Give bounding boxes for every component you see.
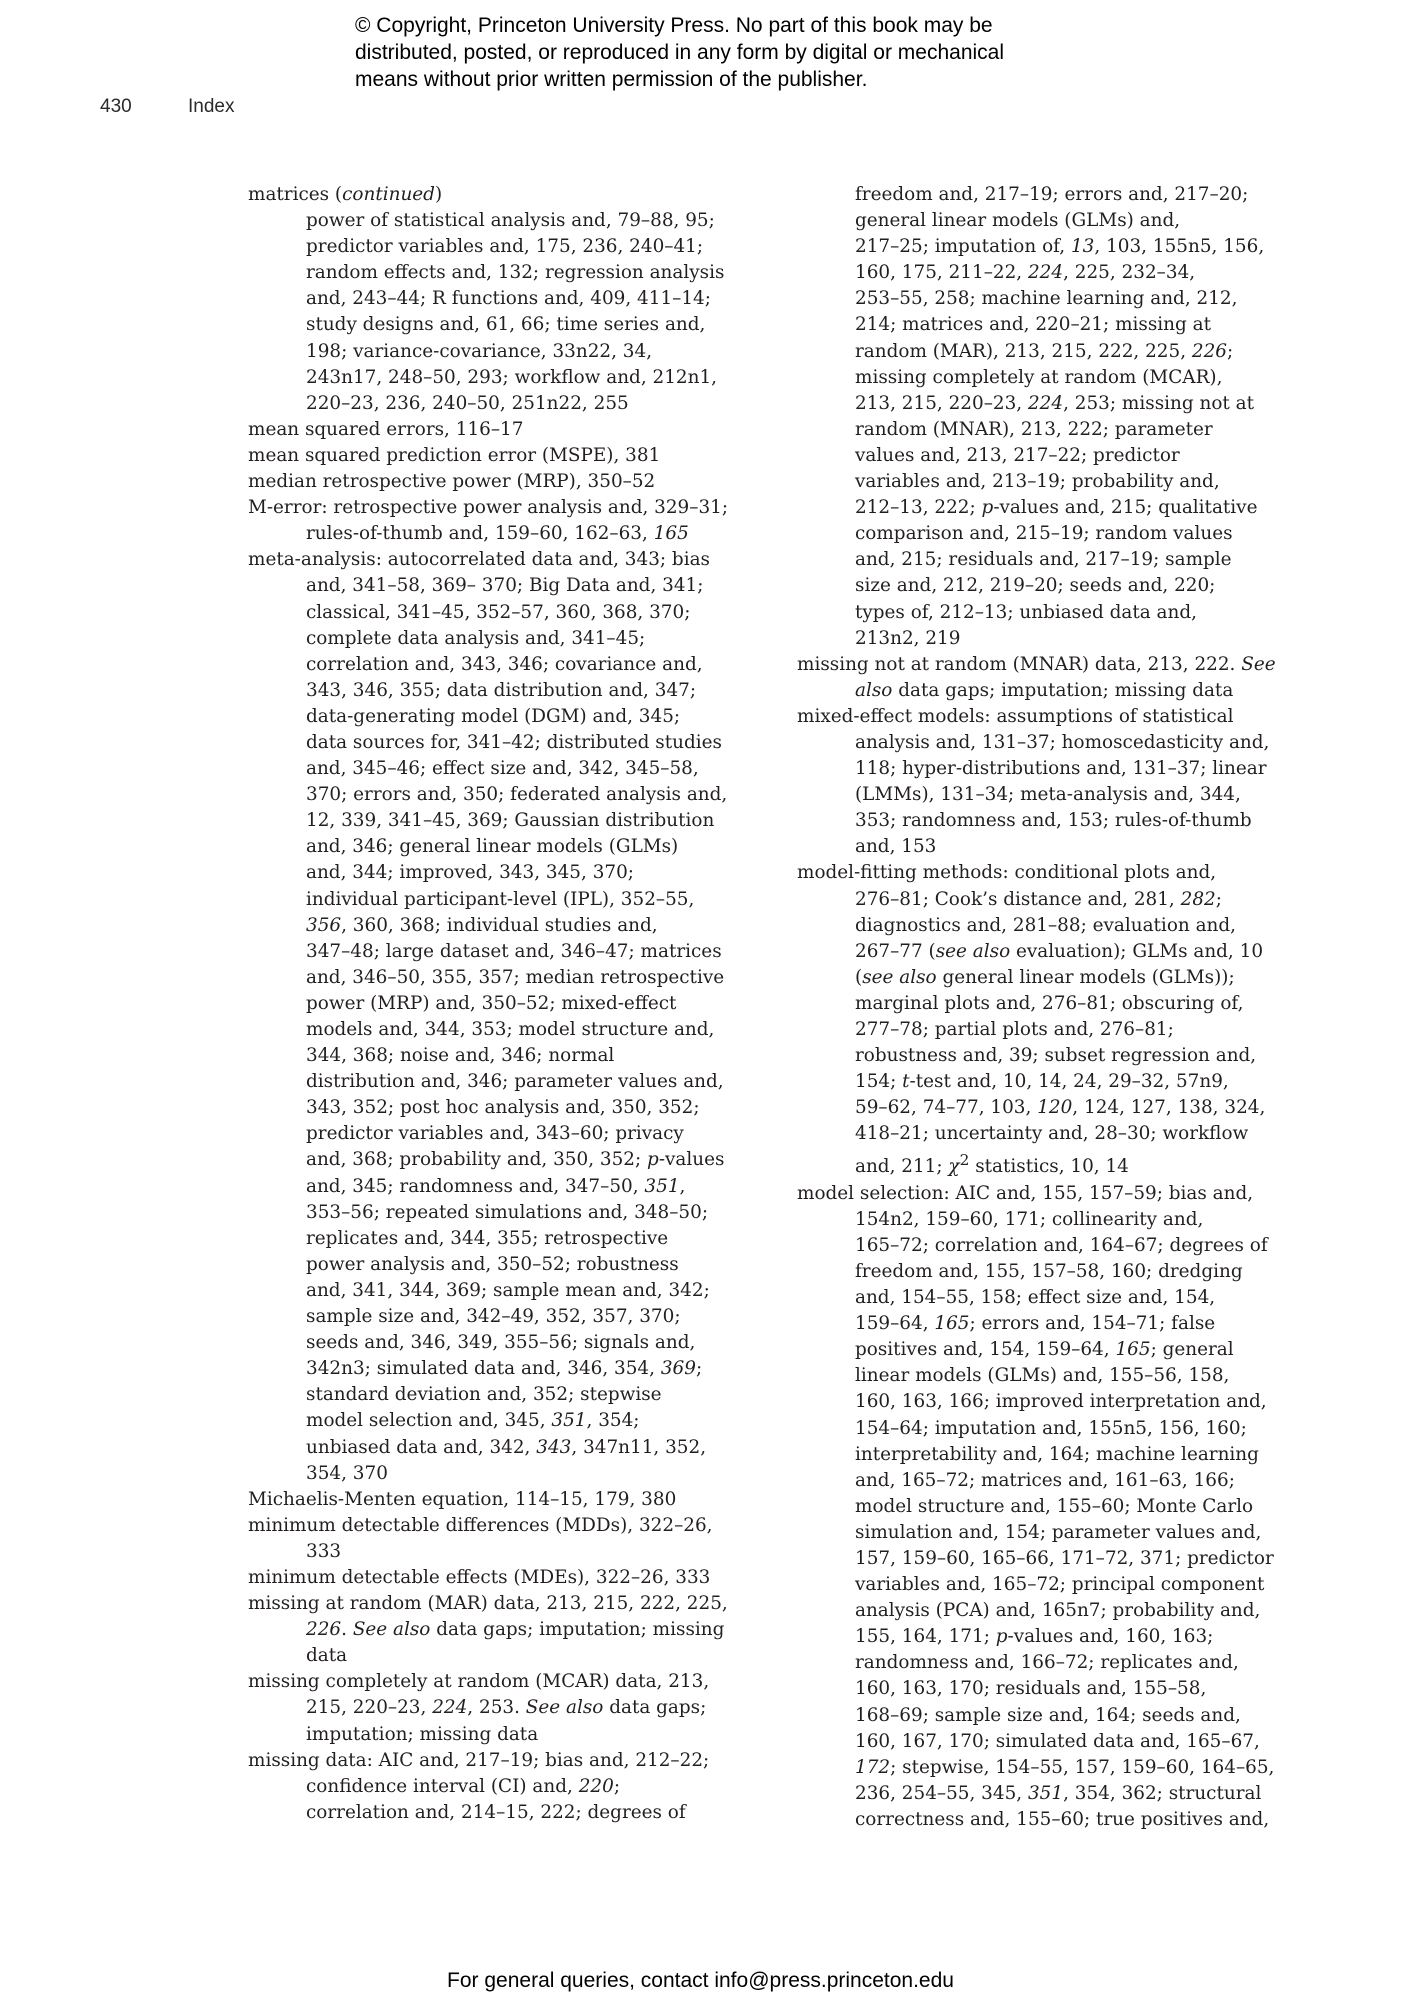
index-line: 267–77 (see also evaluation); GLMs and, 10 <box>855 940 1264 962</box>
index-line: 154n2, 159–60, 171; collinearity and, <box>855 1208 1204 1230</box>
index-line: 243n17, 248–50, 293; workflow and, 212n1, <box>306 366 718 388</box>
index-line: general linear models (GLMs) and, <box>855 210 1181 232</box>
index-line: mean squared prediction error (MSPE), 381 <box>248 444 661 466</box>
index-line: and, 368; probability and, 350, 352; p-values <box>306 1149 725 1171</box>
index-line: model-fitting methods: conditional plots and, <box>797 862 1217 884</box>
index-line: 343, 346, 355; data distribution and, 347; <box>306 679 697 701</box>
index-line: mean squared errors, 116–17 <box>248 418 524 440</box>
index-line: (see also general linear models (GLMs)); <box>855 966 1235 988</box>
index-line: 59–62, 74–77, 103, 120, 124, 127, 138, 324, <box>855 1097 1266 1119</box>
index-line: 214; matrices and, 220–21; missing at <box>855 314 1211 336</box>
index-line: 213n2, 219 <box>855 627 961 649</box>
index-line: 277–78; partial plots and, 276–81; <box>855 1019 1174 1040</box>
index-column-left <box>248 182 729 1826</box>
index-line: 217–25; imputation of, 13, 103, 155n5, 156, <box>855 236 1265 258</box>
index-line: variables and, 165–72; principal component <box>855 1574 1265 1596</box>
index-column-right <box>797 182 1276 1833</box>
index-line: model structure and, 155–60; Monte Carlo <box>855 1495 1254 1517</box>
index-line: 212–13, 222; p-values and, 215; qualitative <box>855 497 1258 519</box>
index-line: 155, 164, 171; p-values and, 160, 163; <box>855 1626 1214 1648</box>
index-line: and, 154–55, 158; effect size and, 154, <box>855 1287 1216 1309</box>
index-line: 215, 220–23, 224, 253. See also data gaps; <box>306 1697 707 1719</box>
index-line: 236, 254–55, 345, 351, 354, 362; structural <box>855 1782 1262 1804</box>
index-line: 160, 167, 170; simulated data and, 165–67, <box>855 1730 1260 1752</box>
index-line: comparison and, 215–19; random values <box>855 523 1233 545</box>
index-line: and, 215; residuals and, 217–19; sample <box>855 549 1232 571</box>
index-line: M-error: retrospective power analysis and, 329–31; <box>248 497 729 519</box>
copyright-line: means without prior written permission of the publisher. <box>355 68 868 91</box>
index-line: meta-analysis: autocorrelated data and, 343; bias <box>248 549 710 571</box>
index-line: 118; hyper-distributions and, 131–37; linear <box>855 758 1267 780</box>
index-line: interpretability and, 164; machine learning <box>855 1443 1259 1465</box>
index-line: replicates and, 344, 355; retrospective <box>306 1227 669 1249</box>
index-line: 157, 159–60, 165–66, 171–72, 371; predictor <box>855 1548 1274 1569</box>
index-line: freedom and, 155, 157–58, 160; dredging <box>855 1260 1243 1282</box>
index-line: and, 341–58, 369– 370; Big Data and, 341; <box>306 575 704 597</box>
index-line: study designs and, 61, 66; time series and, <box>306 314 706 336</box>
copyright-line: © Copyright, Princeton University Press. No part of this book may be <box>355 14 993 37</box>
index-line: 12, 339, 341–45, 369; Gaussian distribution <box>306 810 715 832</box>
running-head <box>100 96 234 118</box>
index-line: and, 243–44; R functions and, 409, 411–14; <box>306 288 711 310</box>
index-line: random (MNAR), 213, 222; parameter <box>855 418 1213 440</box>
index-line: median retrospective power (MRP), 350–52 <box>248 471 656 493</box>
index-line: 344, 368; noise and, 346; normal <box>306 1045 615 1067</box>
index-line: and, 345; randomness and, 347–50, 351, <box>306 1175 686 1197</box>
index-line: correlation and, 214–15, 222; degrees of <box>306 1801 686 1823</box>
index-line: 165–72; correlation and, 164–67; degrees of <box>855 1234 1268 1256</box>
index-line: 353; randomness and, 153; rules-of-thumb <box>855 810 1252 832</box>
index-line: 154; t-test and, 10, 14, 24, 29–32, 57n9, <box>855 1071 1229 1093</box>
index-line: 353–56; repeated simulations and, 348–50; <box>306 1201 709 1223</box>
index-line: freedom and, 217–19; errors and, 217–20; <box>855 184 1249 205</box>
index-line: complete data analysis and, 341–45; <box>306 627 646 649</box>
index-line: 333 <box>306 1540 342 1562</box>
index-line: model selection and, 345, 351, 354; <box>306 1410 640 1432</box>
index-line: imputation; missing data <box>306 1723 539 1745</box>
copyright-notice <box>355 12 1075 93</box>
index-line: robustness and, 39; subset regression and, <box>855 1045 1257 1067</box>
index-line: correctness and, 155–60; true positives and, <box>855 1808 1270 1830</box>
index-line: size and, 212, 219–20; seeds and, 220; <box>855 575 1216 597</box>
copyright-line: distributed, posted, or reproduced in any form by digital or mechanical <box>355 41 1005 64</box>
index-line: distribution and, 346; parameter values and, <box>306 1071 724 1093</box>
index-line: classical, 341–45, 352–57, 360, 368, 370; <box>306 601 691 623</box>
index-line: Michaelis-Menten equation, 114–15, 179, 380 <box>248 1488 677 1510</box>
index-line: 356, 360, 368; individual studies and, <box>306 914 658 936</box>
index-line: 160, 163, 166; improved interpretation and, <box>855 1391 1267 1413</box>
index-line: 220–23, 236, 240–50, 251n22, 255 <box>306 392 629 414</box>
index-line: 354, 370 <box>306 1462 388 1484</box>
page-number: 430 <box>100 96 132 117</box>
index-line: 226. See also data gaps; imputation; missing <box>306 1619 725 1641</box>
index-line: analysis (PCA) and, 165n7; probability and, <box>855 1600 1261 1622</box>
index-line: 276–81; Cook’s distance and, 281, 282; <box>855 888 1222 910</box>
index-line: types of, 212–13; unbiased data and, <box>855 601 1197 623</box>
index-line: rules-of-thumb and, 159–60, 162–63, 165 <box>306 523 689 545</box>
index-line: seeds and, 346, 349, 355–56; signals and, <box>306 1332 696 1354</box>
index-line: missing at random (MAR) data, 213, 215, 222, 225, <box>248 1593 728 1615</box>
index-line: 253–55, 258; machine learning and, 212, <box>855 288 1238 310</box>
index-line: minimum detectable differences (MDDs), 322–26, <box>248 1514 713 1536</box>
index-line: 213, 215, 220–23, 224, 253; missing not at <box>855 392 1254 414</box>
index-line: and, 345–46; effect size and, 342, 345–58, <box>306 758 699 780</box>
index-line: data <box>306 1645 348 1667</box>
index-line: and, 211; $\chi^2$ statistics, 10, 14 <box>855 1151 1129 1178</box>
index-line: positives and, 154, 159–64, 165; general <box>855 1339 1234 1361</box>
index-line: and, 346–50, 355, 357; median retrospective <box>306 966 725 988</box>
index-line: linear models (GLMs) and, 155–56, 158, <box>855 1365 1230 1387</box>
index-line: standard deviation and, 352; stepwise <box>306 1384 662 1406</box>
index-line: power analysis and, 350–52; robustness <box>306 1253 679 1275</box>
index-line: 343, 352; post hoc analysis and, 350, 352; <box>306 1097 700 1119</box>
index-line: analysis and, 131–37; homoscedasticity and, <box>855 731 1270 753</box>
index-line: predictor variables and, 343–60; privacy <box>306 1123 684 1145</box>
index-line: and, 341, 344, 369; sample mean and, 342; <box>306 1279 710 1301</box>
index-line: simulation and, 154; parameter values and, <box>855 1521 1262 1543</box>
section-title: Index <box>188 96 235 117</box>
index-line: variables and, 213–19; probability and, <box>855 471 1220 493</box>
index-line: marginal plots and, 276–81; obscuring of, <box>855 992 1244 1014</box>
index-line: unbiased data and, 342, 343, 347n11, 352, <box>306 1436 707 1458</box>
index-line: power (MRP) and, 350–52; mixed-effect <box>306 992 677 1014</box>
index-line: 168–69; sample size and, 164; seeds and, <box>855 1704 1241 1726</box>
index-line: predictor variables and, 175, 236, 240–41; <box>306 236 704 258</box>
index-line: 154–64; imputation and, 155n5, 156, 160; <box>855 1417 1247 1439</box>
index-line: and, 346; general linear models (GLMs) <box>306 836 679 858</box>
footer-contact: For general queries, contact info@press.princeton.edu <box>447 1969 954 1992</box>
index-line: (LMMs), 131–34; meta-analysis and, 344, <box>855 784 1241 806</box>
index-line: 342n3; simulated data and, 346, 354, 369; <box>306 1358 703 1380</box>
index-line: sample size and, 342–49, 352, 357, 370; <box>306 1306 681 1328</box>
index-line: random effects and, 132; regression analysis <box>306 262 725 284</box>
index-line: 159–64, 165; errors and, 154–71; false <box>855 1313 1216 1335</box>
index-line: 160, 163, 170; residuals and, 155–58, <box>855 1678 1207 1700</box>
index-line: and, 344; improved, 343, 345, 370; <box>306 862 634 884</box>
index-line: 172; stepwise, 154–55, 157, 159–60, 164–65, <box>855 1756 1275 1778</box>
index-line: 198; variance-covariance, 33n22, 34, <box>306 340 653 362</box>
index-line: correlation and, 343, 346; covariance and, <box>306 653 703 675</box>
index-line: and, 153 <box>855 836 937 858</box>
index-line: random (MAR), 213, 215, 222, 225, 226; <box>855 340 1234 362</box>
index-line: also data gaps; imputation; missing data <box>855 679 1234 701</box>
index-line: model selection: AIC and, 155, 157–59; bias and, <box>797 1182 1254 1204</box>
index-line: 418–21; uncertainty and, 28–30; workflow <box>855 1123 1249 1145</box>
index-line: randomness and, 166–72; replicates and, <box>855 1652 1239 1674</box>
index-line: minimum detectable effects (MDEs), 322–26, 333 <box>248 1566 711 1588</box>
index-line: 160, 175, 211–22, 224, 225, 232–34, <box>855 262 1196 284</box>
index-line: matrices (continued) <box>248 184 443 205</box>
index-line: values and, 213, 217–22; predictor <box>855 444 1180 466</box>
index-line: power of statistical analysis and, 79–88, 95; <box>306 210 715 232</box>
index-line: models and, 344, 353; model structure and, <box>306 1019 715 1040</box>
index-line: missing completely at random (MCAR) data, 213, <box>248 1671 710 1693</box>
index-line: individual participant-level (IPL), 352–55, <box>306 888 695 910</box>
index-line: and, 165–72; matrices and, 161–63, 166; <box>855 1469 1235 1491</box>
index-line: missing not at random (MNAR) data, 213, 222. See <box>797 653 1276 675</box>
index-line: data sources for, 341–42; distributed studies <box>306 731 722 753</box>
index-line: missing completely at random (MCAR), <box>855 366 1223 388</box>
index-line: confidence interval (CI) and, 220; <box>306 1775 621 1797</box>
index-line: 347–48; large dataset and, 346–47; matrices <box>306 940 722 962</box>
index-line: missing data: AIC and, 217–19; bias and, 212–22; <box>248 1749 710 1771</box>
index-line: diagnostics and, 281–88; evaluation and, <box>855 914 1237 936</box>
index-line: data-generating model (DGM) and, 345; <box>306 705 681 727</box>
index-line: 370; errors and, 350; federated analysis and, <box>306 784 728 806</box>
index-line: mixed-effect models: assumptions of statistical <box>797 705 1234 727</box>
